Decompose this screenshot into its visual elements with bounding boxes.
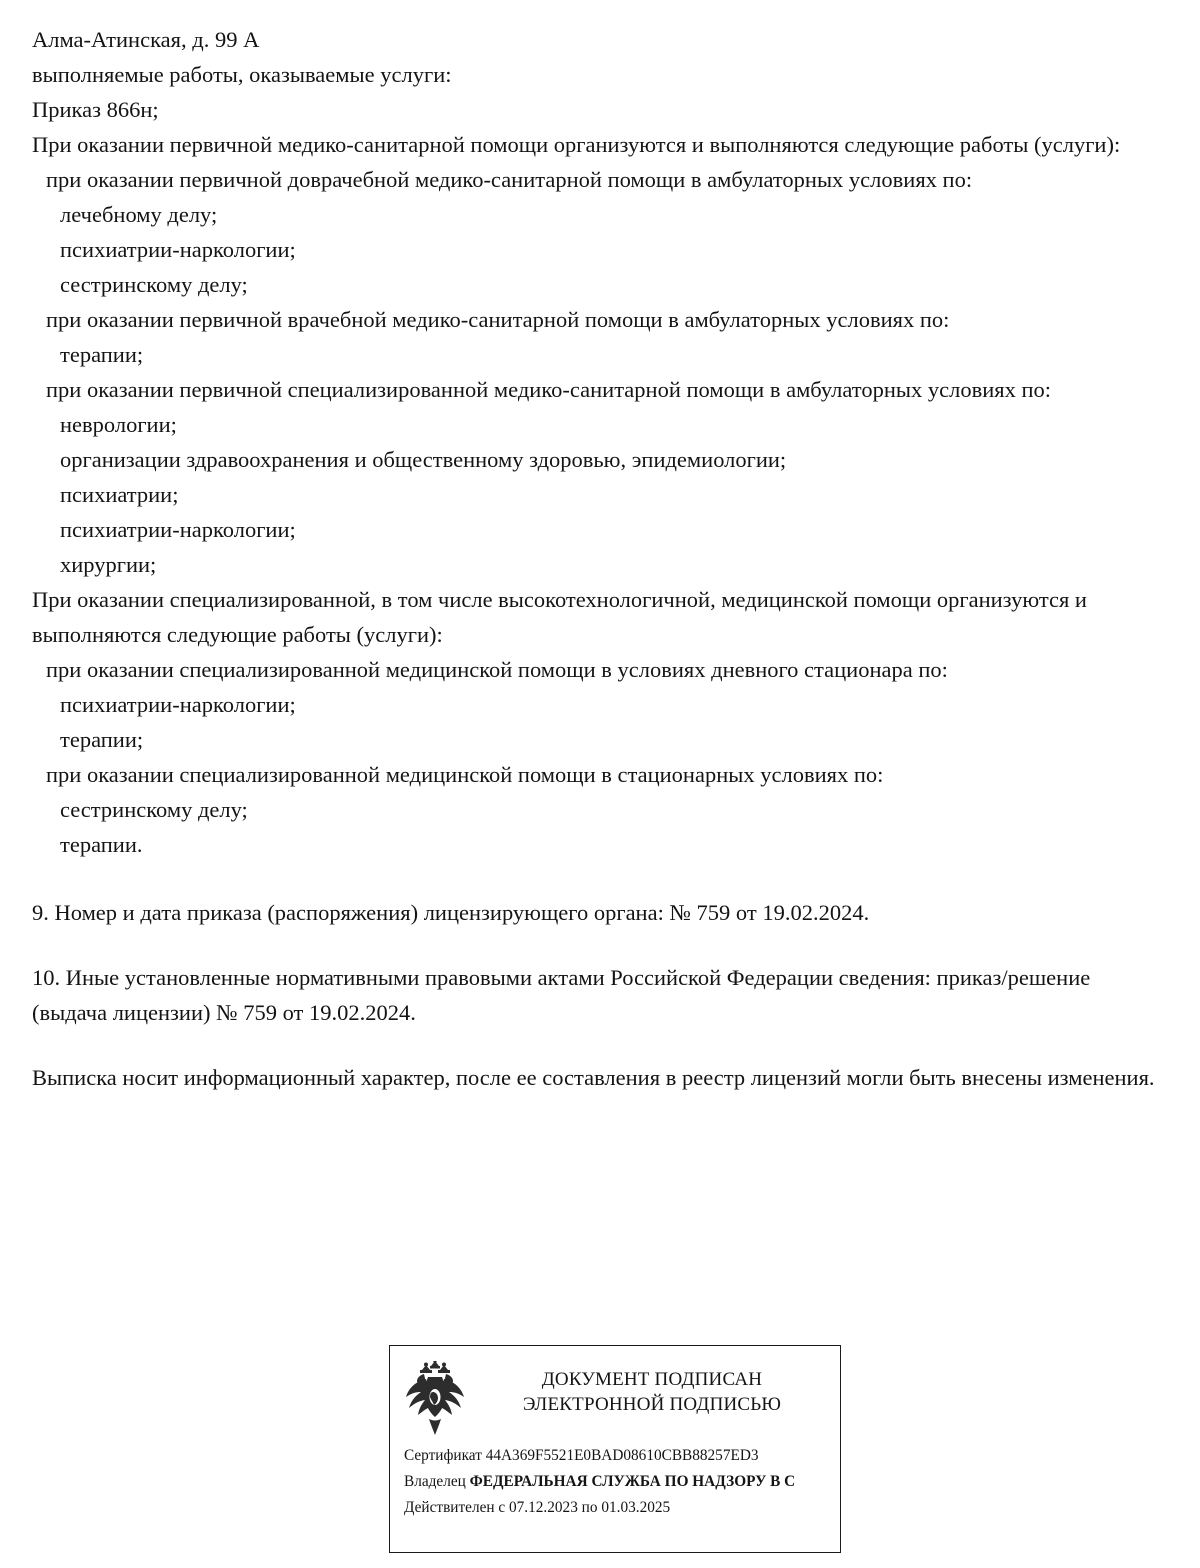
- order-number-paragraph: 9. Номер и дата приказа (распоряжения) лицензирующего органа: № 759 от 19.02.2024.: [32, 900, 870, 925]
- owner-row: [404, 1469, 832, 1495]
- stamp-title-line1: ДОКУМЕНТ ПОДПИСАН: [541, 1369, 763, 1390]
- document-line: сестринскому делу;: [60, 272, 248, 297]
- document-line: психиатрии-наркологии;: [60, 517, 296, 542]
- stamp-title-line2: ЭЛЕКТРОННОЙ ПОДПИСЬЮ: [522, 1394, 782, 1415]
- section-spacer: [32, 862, 1170, 895]
- document-line: при оказании первичной доврачебной медико-санитарной помощи в амбулаторных условиях по:: [46, 167, 973, 192]
- double-headed-eagle-emblem-icon: [402, 1361, 468, 1437]
- document-line: психиатрии-наркологии;: [60, 237, 296, 262]
- other-info-paragraph: 10. Иные установленные нормативными правовыми актами Российской Федерации сведения: приказ/решение (выдача лицензии) № 759 от 19.02.2024.: [32, 965, 1096, 1025]
- license-works-block: [32, 22, 1170, 862]
- certificate-row: [404, 1443, 832, 1469]
- document-line: хирургии;: [60, 552, 157, 577]
- certificate-label: Сертификат: [404, 1447, 482, 1464]
- document-line: При оказании первичной медико-санитарной помощи организуются и выполняются следующие работы (услуги):: [32, 132, 1121, 157]
- document-line: Приказ 866н;: [32, 97, 159, 122]
- owner-label: Владелец: [404, 1473, 466, 1490]
- document-line: при оказании специализированной медицинской помощи в стационарных условиях по:: [46, 762, 884, 787]
- document-line: терапии.: [60, 832, 143, 857]
- document-line: неврологии;: [60, 412, 177, 437]
- section-spacer: [32, 1030, 1170, 1060]
- document-line: при оказании первичной специализированной медико-санитарной помощи в амбулаторных условиях по:: [46, 377, 1052, 402]
- document-line: лечебному делу;: [60, 202, 218, 227]
- stamp-title: [474, 1359, 830, 1417]
- document-line: При оказании специализированной, в том числе высокотехнологичной, медицинской помощи организуются и выполняются следующие работы (услуги):: [32, 587, 1093, 647]
- document-line: при оказании первичной врачебной медико-санитарной помощи в амбулаторных условиях по:: [46, 307, 950, 332]
- document-line: при оказании специализированной медицинской помощи в условиях дневного стационара по:: [46, 657, 948, 682]
- document-line: психиатрии;: [60, 482, 179, 507]
- document-line: терапии;: [60, 342, 144, 367]
- owner-value: ФЕДЕРАЛЬНАЯ СЛУЖБА ПО НАДЗОРУ В С: [469, 1473, 796, 1490]
- document-line: Алма-Атинская, д. 99 А: [32, 27, 260, 52]
- document-line: организации здравоохранения и общественному здоровью, эпидемиологии;: [60, 447, 787, 472]
- electronic-signature-stamp: [389, 1345, 841, 1553]
- document-line: терапии;: [60, 727, 144, 752]
- validity-row: Действителен с 07.12.2023 по 01.03.2025: [404, 1499, 671, 1516]
- document-line: психиатрии-наркологии;: [60, 692, 296, 717]
- document-line: сестринскому делу;: [60, 797, 248, 822]
- section-spacer: [32, 930, 1170, 960]
- certificate-value: 44A369F5521E0BAD08610CBB88257ED3: [485, 1447, 759, 1464]
- document-line: выполняемые работы, оказываемые услуги:: [32, 62, 452, 87]
- disclaimer-paragraph: Выписка носит информационный характер, после ее составления в реестр лицензий могли быть внесены изменения.: [32, 1065, 1155, 1090]
